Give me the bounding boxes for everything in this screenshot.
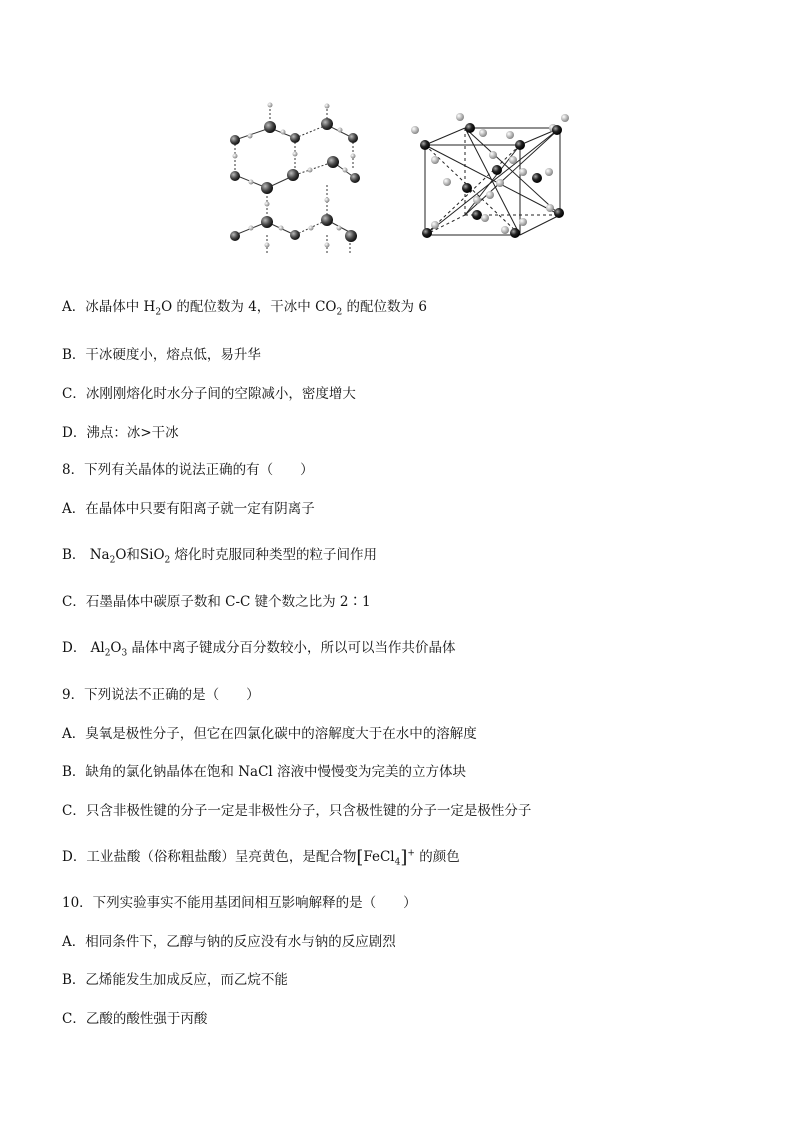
q10-stem: 10．下列实验事实不能用基团间相互影响解释的是（ ） — [62, 895, 417, 911]
q8-d-text-1: D． Al — [62, 640, 105, 656]
q7-a-text-1: A．冰晶体中 H — [62, 299, 156, 315]
q9-d-formula: FeCl — [363, 849, 395, 865]
q7-a-sub-2: 2 — [336, 307, 343, 318]
q10-option-a: A．相同条件下，乙醇与钠的反应没有水与钠的反应剧烈 — [62, 934, 396, 950]
q8-option-b — [62, 546, 377, 564]
q9-option-c: C．只含非极性键的分子一定是非极性分子，只含极性键的分子一定是极性分子 — [62, 803, 532, 819]
ice-atoms — [230, 103, 360, 248]
q9-option-d — [62, 848, 460, 867]
q7-a-sub-1: 2 — [155, 307, 162, 318]
q8-d-text-3: 晶体中离子键成分百分数较小，所以可以当作共价晶体 — [127, 640, 456, 656]
q7-option-c: C．冰刚刚熔化时水分子间的空隙减小，密度增大 — [62, 386, 356, 402]
q9-stem: 9．下列说法不正确的是（ ） — [62, 687, 260, 703]
q8-option-d — [62, 639, 456, 657]
q8-d-text-2: O — [110, 640, 122, 656]
q8-b-text-1: B． Na — [62, 547, 110, 563]
q9-option-b: B．缺角的氯化钠晶体在饱和 NaCl 溶液中慢慢变为完美的立方体块 — [62, 764, 467, 780]
q7-option-b: B．干冰硬度小，熔点低，易升华 — [62, 347, 261, 363]
q8-d-sub-1: 2 — [104, 648, 111, 659]
crystal-structures-svg — [215, 100, 585, 260]
q9-d-text-1: D．工业盐酸（俗称粗盐酸）呈亮黄色，是配合物 — [62, 849, 357, 865]
q8-option-c: C．石墨晶体中碳原子数和 C-C 键个数之比为 2∶1 — [62, 594, 371, 610]
q8-d-sub-2: 3 — [121, 648, 128, 659]
q8-option-a: A．在晶体中只要有阳离子就一定有阴离子 — [62, 501, 315, 517]
q9-d-right-bracket: ] — [400, 847, 408, 868]
q9-d-left-bracket: [ — [356, 847, 364, 868]
dry-ice-atoms — [411, 113, 569, 238]
q7-a-text-3: 的配位数为 6 — [342, 299, 427, 315]
q8-stem: 8．下列有关晶体的说法正确的有（ ） — [62, 462, 314, 478]
q10-option-b: B．乙烯能发生加成反应，而乙烷不能 — [62, 972, 288, 988]
q8-b-sub-2: 2 — [164, 555, 171, 566]
q8-b-text-3: 熔化时克服同种类型的粒子间作用 — [170, 547, 378, 563]
q7-option-d: D．沸点：冰>干冰 — [62, 425, 179, 441]
q8-b-sub-1: 2 — [109, 555, 116, 566]
crystal-structure-figure — [215, 100, 585, 260]
q9-d-text-2: 的颜色 — [414, 849, 460, 865]
q7-a-text-2: O 的配位数为 4，干冰中 CO — [161, 299, 337, 315]
q9-d-charge: + — [407, 848, 415, 859]
q9-option-a: A．臭氧是极性分子，但它在四氯化碳中的溶解度大于在水中的溶解度 — [62, 726, 477, 742]
q8-b-text-2: O和SiO — [115, 547, 165, 563]
q9-d-formula-sub: 4 — [394, 857, 401, 868]
q10-option-c: C．乙酸的酸性强于丙酸 — [62, 1011, 208, 1027]
q7-option-a — [62, 298, 427, 316]
